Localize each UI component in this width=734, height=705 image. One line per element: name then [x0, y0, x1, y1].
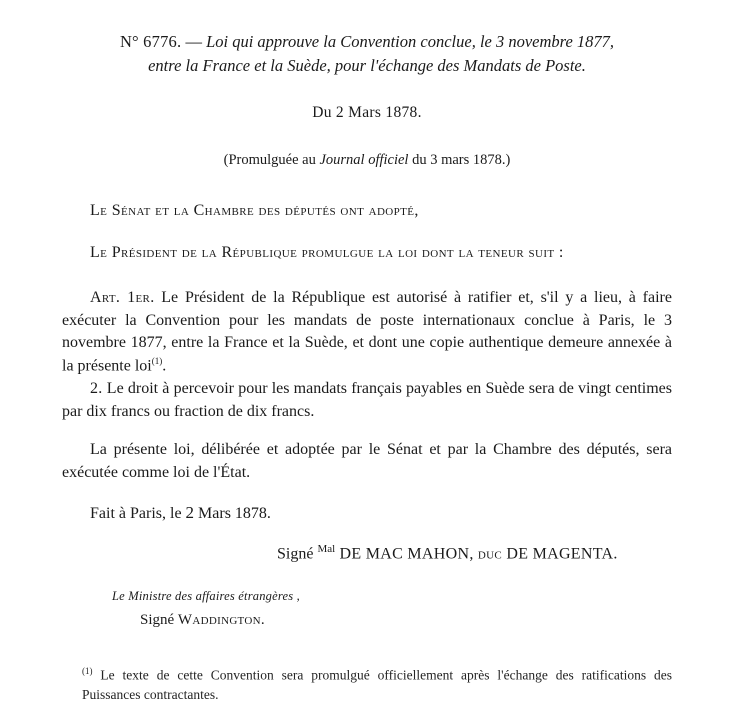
footnote-text: Le texte de cette Convention sera promulgué officiellement après l'échange des ratifications des Puissances contractantes. [82, 667, 672, 703]
promulgation-note [62, 152, 672, 169]
signature-prefix: Signé [277, 545, 318, 563]
article-1-label: Art. 1er. [90, 288, 155, 306]
title-text-line-1: Loi qui approuve la Convention conclue, le 3 novembre 1877, [206, 32, 615, 51]
law-number: N° 6776. [119, 32, 182, 51]
place-date-prefix: Fait à Paris, le [90, 504, 186, 522]
place-date-day: 2 [185, 502, 195, 522]
article-1 [62, 287, 672, 378]
article-1-text: Le Président de la République est autorisé à ratifier et, s'il y a lieu, à faire exécuter la Convention pour les mandats de poste internationaux conclue à Paris, le 3 novembre 1877, entre la France et la Suède, et dont une copie authentique demeure annexée à la présente loi [62, 288, 672, 375]
place-date-suffix: Mars 1878. [194, 504, 271, 522]
promulgation-statement-text: Le Président de la République promulgue la loi dont la teneur suit : [90, 243, 564, 261]
promulgation-prefix: (Promulguée au [223, 151, 320, 168]
article-2 [62, 378, 672, 423]
footnote [62, 665, 672, 705]
minister-signature-prefix: Signé [140, 612, 178, 629]
promulgation-statement [62, 241, 672, 265]
minister-signature-name: Waddington. [177, 612, 265, 629]
head-of-state-signature [62, 543, 672, 563]
title-text-line-2: entre la France et la Suède, pour l'échange des Mandats de Poste. [148, 55, 586, 75]
footnote-reference-1: (1) [151, 356, 163, 366]
place-and-date [62, 503, 672, 523]
articles-block [62, 287, 672, 485]
article-2-text: Le droit à percevoir pour les mandats français payables en Suède sera de vingt centimes par dix francs ou fraction de dix francs. [62, 380, 672, 420]
signature-abbreviation: Mal [317, 542, 336, 555]
article-1-tail: . [162, 357, 167, 375]
promulgation-suffix: du 3 mars 1878.) [408, 151, 511, 168]
minister-signature [62, 612, 672, 629]
closing-paragraph: La présente loi, délibérée et adoptée par le Sénat et par la Chambre des députés, sera exécutée comme loi de l'État. [62, 441, 672, 482]
date-line: Du 2 Mars 1878. [312, 103, 422, 121]
title-line-1 [62, 30, 672, 54]
footnote-mark: (1) [82, 666, 93, 677]
adoption-statement: Le Sénat et la Chambre des députés ont adopté, [90, 201, 419, 219]
title-dash: — [181, 32, 207, 51]
minister-title: Le Ministre des affaires étrangères , [112, 589, 300, 604]
journal-officiel-reference: Journal officiel [319, 151, 409, 168]
article-2-label: 2. [90, 380, 103, 398]
document-title [62, 30, 672, 78]
signature-name: DE MAC MAHON, duc DE MAGENTA. [335, 545, 618, 563]
